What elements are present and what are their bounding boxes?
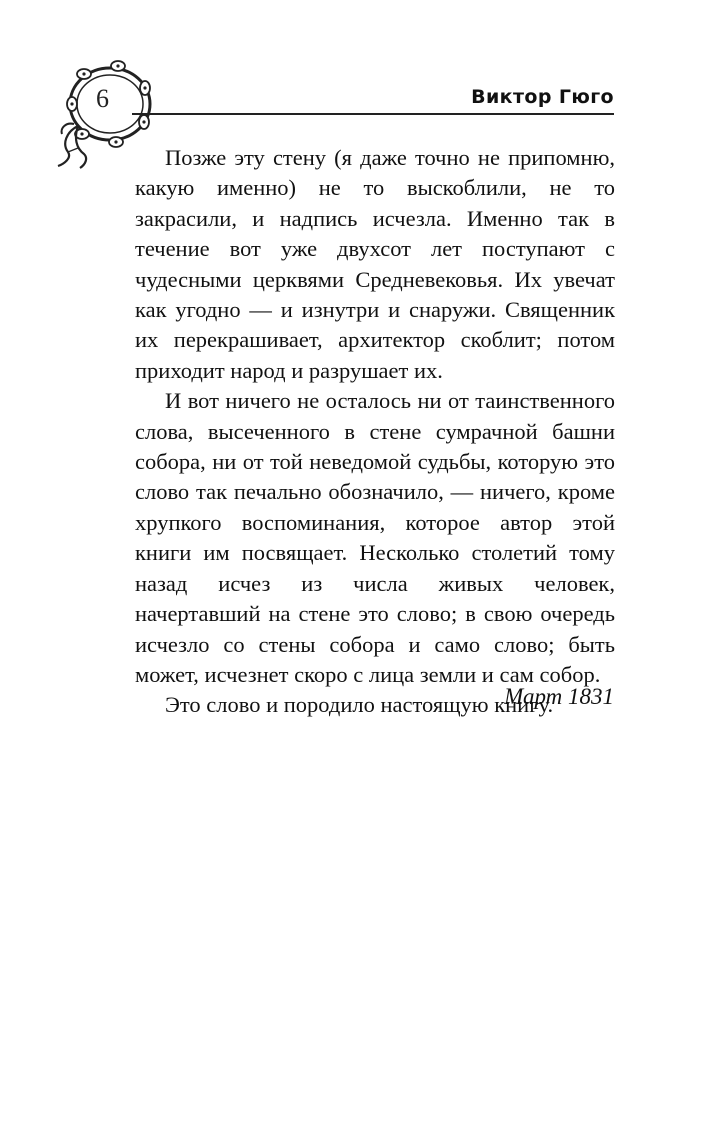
paragraph: Позже эту стену (я даже точно не припомню, какую именно) не то выскоблили, не то закрасили, и надпись исчезла. Именно так в течение вот уже двухсот лет поступают с чудесными церквями Средневековья. Их увечат как угодно — и изнутри и снаружи. Священник их перекрашивает, архитектор скоблит; потом приходит народ и разрушает их. — [135, 145, 615, 383]
paragraph: И вот ничего не осталось ни от таинственного слова, высеченного в стене сумрачной башни собора, ни от той неведомой судьбы, которую это слово так печально обозначило, — ничего, кроме хрупкого воспоминания, которое автор этой книги им посвящает. Несколько столетий тому назад исчез из числа живых человек, начертавший на стене это слово; в свою очередь исчезло со стены собора и само слово; быть может, исчезнет скоро с лица земли и сам собор. — [135, 388, 615, 687]
running-head: Виктор Гюго — [471, 86, 614, 108]
body-text — [135, 143, 615, 721]
paragraph: Это слово и породило настоящую книгу. — [165, 692, 554, 718]
date-signature: Март 1831 — [504, 684, 614, 709]
header-rule — [132, 113, 614, 115]
page-number: 6 — [96, 84, 109, 113]
